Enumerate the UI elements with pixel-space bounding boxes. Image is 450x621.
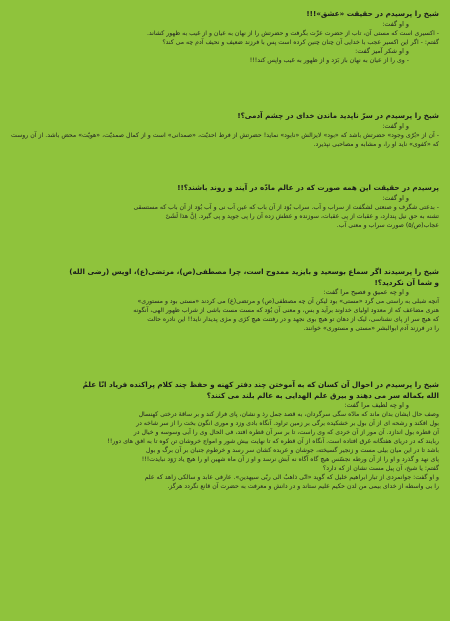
paragraph: گفتم: - اگر این اکسیر عجب با خدایی آن چنان چنین کرده است پس با فرزند ضعیف و نحیف آدم چه می کند؟ [162,38,439,46]
attribution: و او گفت: [382,19,409,28]
question-heading: شیخ را پرسیدم در حقیقت «عشق»!!! [306,9,439,18]
paragraph: آنچه شبلی به راستی می گرد «مستی» بود لیکن آن چه مصطفی(ص) و مرتضی(ع) می کردند «مستی بود و مستوری» [137,298,439,305]
paragraph: که هیچ سر از پای نشناسی، لیک از دهان تو هیچ بوی نجهد و در رفتنت هیچ کژی و مژی پدیدار ناید!! این نادره حالت [147,316,439,323]
question-heading: شیخ را پرسیدم در سرّ ناپدید ماندن خدای در چشم آدمی؟! [237,111,439,120]
attribution: و او شکر آمیز گفت: [355,46,409,55]
attribution: و او گفت: [382,193,409,202]
paragraph: - بدعتی شگرف و صنعتی لشگفت از سراب و آب. سراب بُوَد از آن باب که عین آب نی و آب بُوَد از آن باب که مستسقی [133,203,439,211]
section-love [11,9,439,65]
question-heading: شیخ را پرسیدم در احوال آن کسان که به آموختن چند دفتر کهنه و حفظ چند کلام پراکنده فریاد انّا علمُ [82,380,439,389]
paragraph: - اکسیری است که مستی آن، تاب از حضرت عزّت بگرفت و حضرتش را از نهان به عیان و از غیب به ظهور کشاند. [146,29,439,37]
paragraph: وصف حال ایشان بدان ماند که مادّه سگی سرگردان، به قصد جمل رذ و نشان، پای فراز کند و بر ساقهٔ درختی کهنسال [138,411,439,418]
paragraph: هنری مضاعف که از معدود اولیای خداوند برآید و بس، و معنی آن بُوَد که مست مست باشی از شراب ظهور الهی، آنگونه [133,307,439,314]
attribution: و او چه لطیف مرا گفت: [344,401,409,409]
paragraph: - آن از «بُرّی وجود» حضرتش باشد که «بود» لایزالش «نابود» نماید! حضرتش از فرط احدیّت، «صمدانی» است و از کمال صمدیّت، «هویّت» محض باشد. از آن روست که «کفوی» ناید او را، و مشابه و مصاحبی نپذیرد. [11,131,439,148]
question-heading: شیخ را پرسیدند اگر سماع بوسعید و بایزید ممدوح است، چرا مصطفی(ص)، مرتضی(ع)، اویس (رضی الله) [69,267,439,276]
paragraph: را در فرزند آدم ابوالبشر «مستی و مستوری» خوانند. [303,325,439,332]
question-heading-cont: و شما آن نکردید؟! [374,277,439,287]
paragraph: - وی را از عیان به نهان باز بَرَد و از ظهور به غیب واپس کند!!! [249,56,409,64]
attribution: و او چه عمیق و فصیح مرا گفت: [323,288,409,296]
section-sama [11,267,439,333]
paragraph: پای نهد و گذرد و او را از آن ورطه نجسّس هیچ گاه آگاه نه آبش نرسد و او ز آن ماه شهین او را هیچ یاد رَوَد نبایدت!!! [141,456,439,463]
paragraph: آن قطره بول اندازد. آن مور از آن خردی که وی راست، تا بر سر آن قطره افتد، فی الحال وی را آبی وسوسه و خیال در [133,429,439,436]
paragraph: بول افکند و رشحه ای از آن بول بر خشکیده برگی بر زمین تراود. آنگاه بادی وزد و موری انگون بخت را از سر شاخه در [136,420,439,427]
paragraph: عجاب(ص/۵) صورت سراب و معنی آب. [336,221,439,229]
paragraph: و او گفت: جوانمردی از تبار ابراهیم خلیل که گوید «انّی ذاهبٌ الی ربّی سیهدین». عارفی عابد و سالکی زاهد که علم [144,474,439,481]
paragraph: تشنه به حق نیل پندارد، و عقبات از پی عقبات، سوزنده و عطش زده آن را پی جوید و پی گیرد. اِنَّ هذا لَشَیْ [165,212,439,220]
paragraph: گفتم: یا شیخ، آن پیل مست نشان از که دارد؟ [322,465,439,472]
section-hidden-god [11,111,439,149]
attribution: و او گفت: [382,121,409,130]
paragraph: را بی واسطه از خدای بیمی من لدن حکیم علیم ستاند و در دانش و معرفت به حضرت آن قانع نگردد هرگز. [167,483,439,490]
section-scholars [11,380,439,491]
section-forms [11,183,439,230]
paragraph: ربایند که در دریای هفتگانه غرق افتاده است. آنگاه از آن قطره که تا نهایت بیش شور و امواج خروشان تن کوه تا به افق های دور!! [107,438,439,445]
paragraph: باشد تا در این میان بیلی مست و زنجیر گسیخته، جوشان و عربده کشان سر رسد و خرطوم جنبان بر آن برگ و بول [145,447,439,454]
question-heading: پرسیدم در حقیقت این همه صورت که در عالم مادّه در آیند و روند باشند؟!! [177,183,439,192]
question-heading-cont: الله بکماله سر می دهند و بیرق علم الهدایی به عالم بلند می کنند؟ [206,390,439,400]
